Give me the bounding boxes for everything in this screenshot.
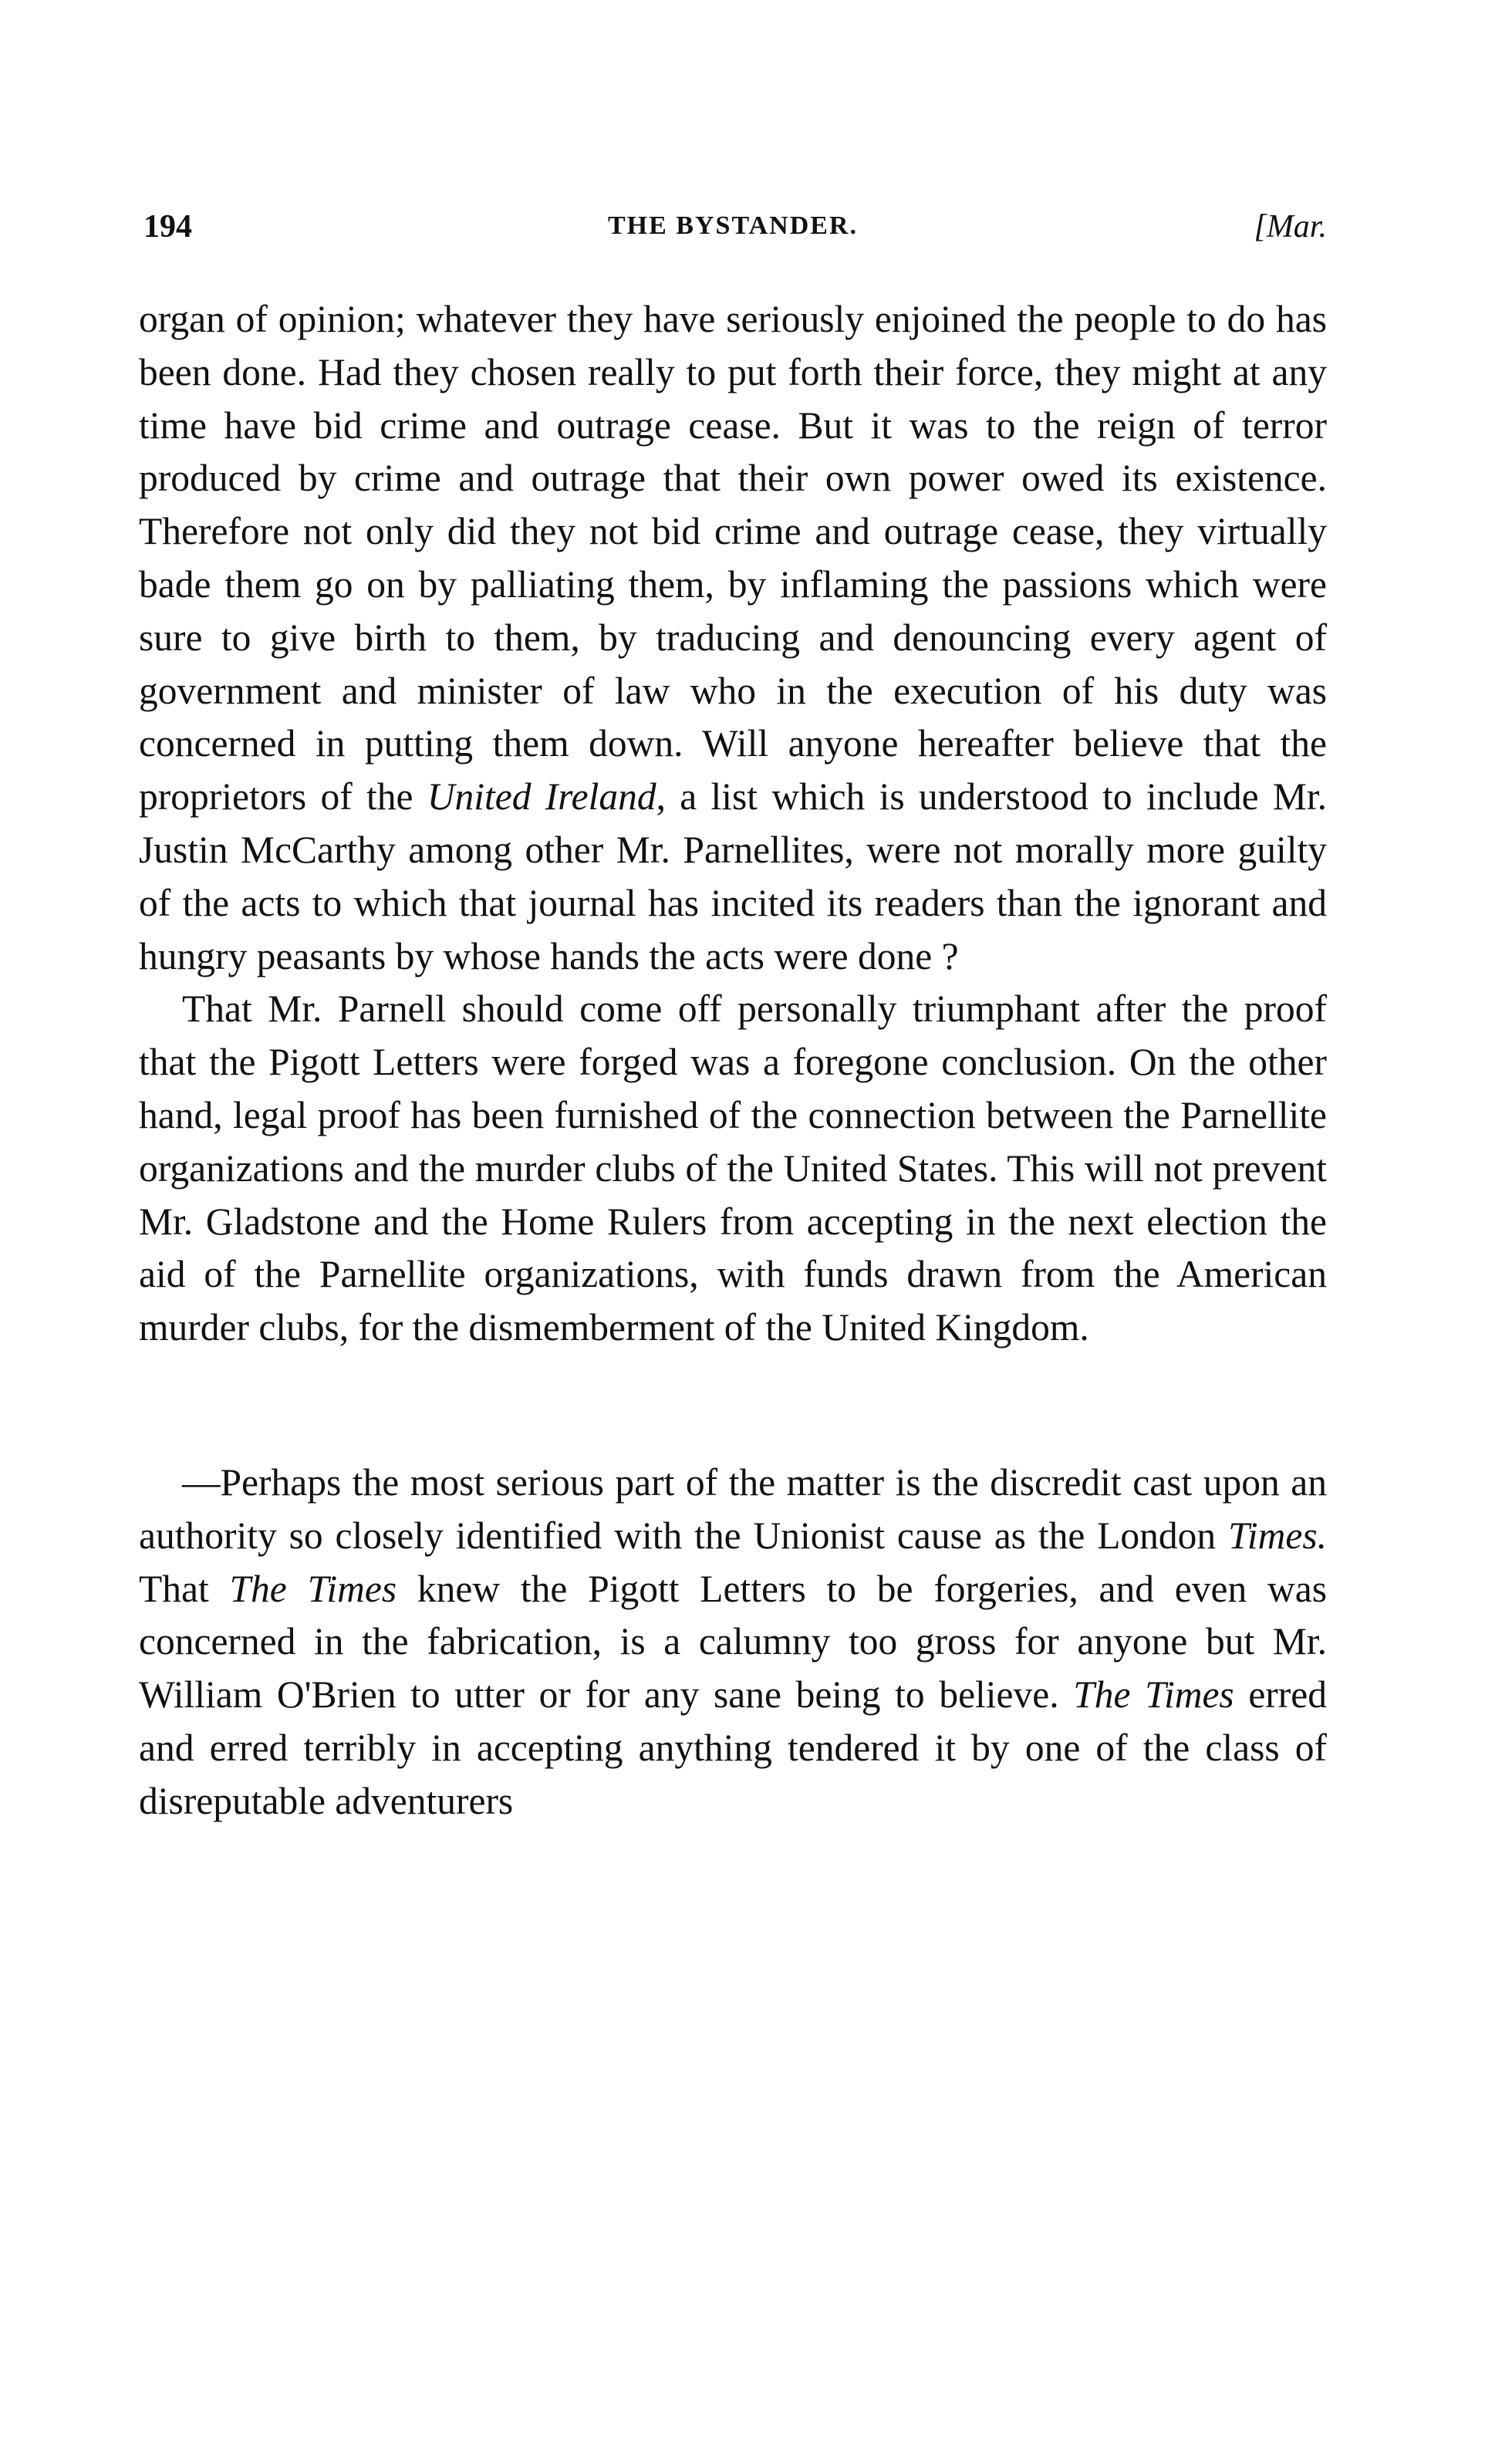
text-run: organ of opinion; whatever they have seriously enjoined the people to do has been done. Had they chosen really to put forth their force, they might at any time have bid crime and outrage cease. But it was to the reign of terror produced by crime and outrage that their own power owed its existence. Therefore not only did they not bid crime and outrage cease, they virtually bade them go on by palliating them, by inflaming the passions which were sure to give birth to them, by traducing and denouncing every agent of government and minister of law who in the execution of his duty was concerned in putting them down. Will anyone hereafter believe that the proprietors of the	[139, 298, 1327, 819]
paragraph-continued	[139, 293, 1327, 983]
paragraph-times	[139, 1457, 1327, 1828]
paragraph-parnell	[139, 983, 1327, 1355]
page	[139, 208, 1327, 1828]
running-date: [Mar.	[1254, 209, 1327, 245]
text-run: knew the Pigott Letters to be forgeries, and even was concerned in the fabrication, is a calumny too gross for anyone but Mr. William O'Brien to utter or for any sane being to believe.	[139, 1567, 1327, 1717]
text-run: That	[139, 1567, 230, 1610]
section-break	[139, 1355, 1327, 1457]
running-title: THE BYSTANDER.	[608, 211, 858, 240]
page-number: 194	[143, 209, 192, 245]
italic-text: United Ireland	[427, 775, 656, 819]
italic-text: The Times	[1073, 1673, 1234, 1717]
running-head	[139, 208, 1327, 262]
text-run: That Mr. Parnell should come off personally triumphant after the proof that the Pigott Letters were forged was a foregone conclusion. On the other hand, legal proof has been furnished of the connection between the Parnellite organizations and the murder clubs of the United States. This will not prevent Mr. Gladstone and the Home Rulers from accepting in the next election the aid of the Parnellite organizations, with funds drawn from the American murder clubs, for the dismemberment of the United Kingdom.	[139, 987, 1327, 1349]
text-run: , a list which is understood to include Mr. Justin McCarthy among other Mr. Parnellites, were not morally more guilty of the acts to which that journal has incited its readers than the ignorant and hungry peasants by whose hands the acts were done ?	[139, 775, 1327, 977]
italic-text: The Times	[229, 1567, 397, 1610]
text-run: —Perhaps the most serious part of the matter is the discredit cast upon an authority so closely identified with the Unionist cause as the London	[139, 1460, 1327, 1557]
text-run: erred and erred terribly in accepting anything tendered it by one of the class of disreputable adventurers	[139, 1673, 1327, 1822]
italic-text: Times.	[1228, 1514, 1327, 1557]
